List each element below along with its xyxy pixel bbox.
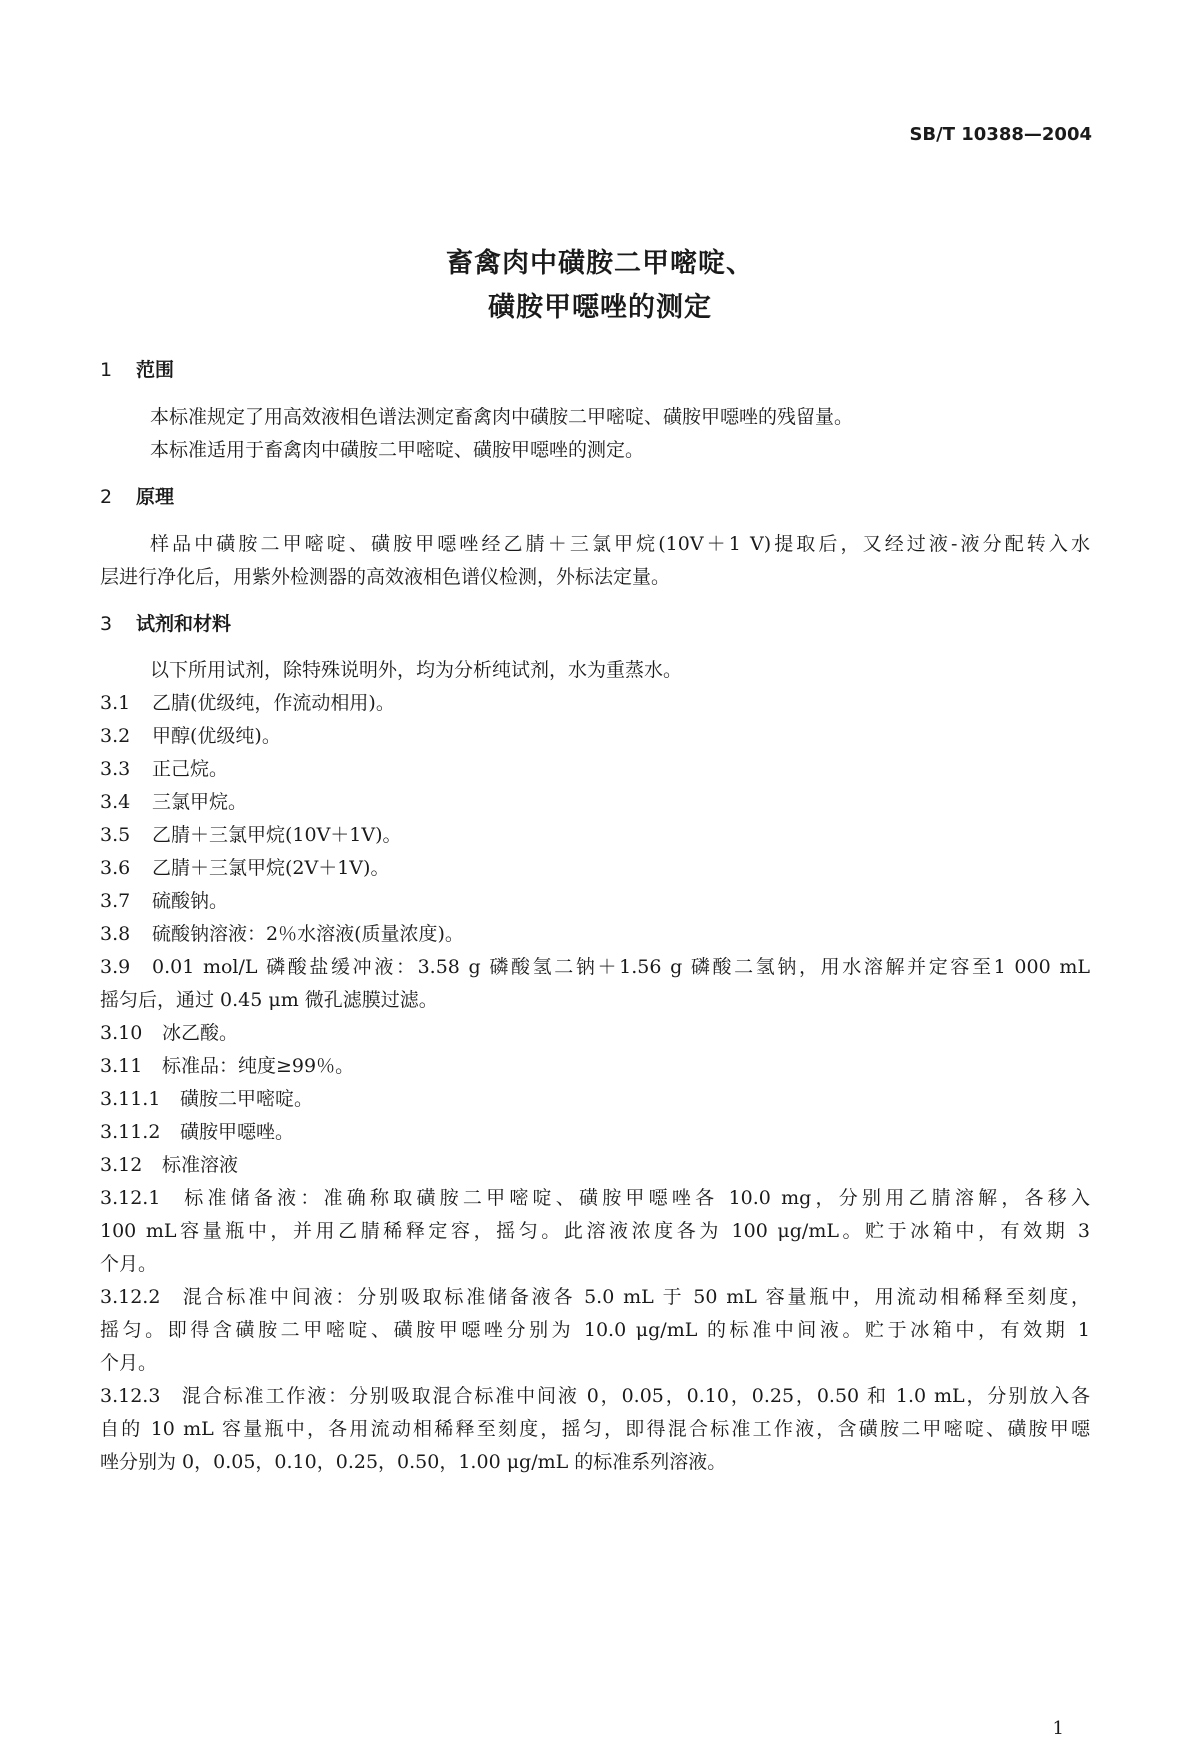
list-item-continuation: 个月。 [100, 1352, 158, 1374]
list-item: 3.1 乙腈(优级纯，作流动相用)。 [100, 692, 395, 714]
section-1-heading [100, 357, 1090, 383]
section-2-paragraph-line-2: 层进行净化后，用紫外检测器的高效液相色谱仪检测，外标法定量。 [100, 566, 671, 588]
section-3-heading [100, 611, 1090, 637]
list-item-continuation: 摇匀。即得含磺胺二甲嘧啶、磺胺甲噁唑分别为 10.0 μg/mL 的标准中间液。贮于冰箱中，有效期 1 [100, 1319, 1090, 1341]
section-3-intro: 以下所用试剂，除特殊说明外，均为分析纯试剂，水为重蒸水。 [150, 659, 683, 681]
section-2-heading [100, 484, 1090, 510]
list-item: 3.12.1 标准储备液：准确称取磺胺二甲嘧啶、磺胺甲噁唑各 10.0 mg，分别用乙腈溶解，各移入 [100, 1187, 1090, 1209]
list-item-continuation: 自的 10 mL 容量瓶中，各用流动相稀释至刻度，摇匀，即得混合标准工作液，含磺胺二甲嘧啶、磺胺甲噁 [100, 1418, 1090, 1440]
list-item: 3.12.2 混合标准中间液：分别吸取标准储备液各 5.0 mL 于 50 mL 容量瓶中，用流动相稀释至刻度， [100, 1286, 1090, 1308]
list-item: 3.4 三氯甲烷。 [100, 791, 248, 813]
section-title: 原理 [136, 486, 175, 508]
section-number: 2 [100, 486, 113, 508]
list-item: 3.12 标准溶液 [100, 1154, 239, 1176]
list-item: 3.12.3 混合标准工作液：分别吸取混合标准中间液 0，0.05，0.10，0.25，0.50 和 1.0 mL，分别放入各 [100, 1385, 1090, 1407]
document-title-line-2: 磺胺甲噁唑的测定 [488, 292, 712, 323]
list-item: 3.8 硫酸钠溶液：2％水溶液(质量浓度)。 [100, 923, 464, 945]
section-1-paragraph-1: 本标准规定了用高效液相色谱法测定畜禽肉中磺胺二甲嘧啶、磺胺甲噁唑的残留量。 [150, 406, 854, 428]
section-title: 范围 [136, 359, 175, 381]
list-item: 3.7 硫酸钠。 [100, 890, 229, 912]
page-number: 1 [1052, 1718, 1064, 1739]
list-item: 3.5 乙腈＋三氯甲烷(10V＋1V)。 [100, 824, 402, 846]
list-item: 3.2 甲醇(优级纯)。 [100, 725, 281, 747]
section-1-paragraph-2: 本标准适用于畜禽肉中磺胺二甲嘧啶、磺胺甲噁唑的测定。 [150, 439, 645, 461]
list-item: 3.6 乙腈＋三氯甲烷(2V＋1V)。 [100, 857, 390, 879]
list-item-continuation: 个月。 [100, 1253, 158, 1275]
section-number: 3 [100, 613, 113, 635]
list-item-continuation: 摇匀后，通过 0.45 μm 微孔滤膜过滤。 [100, 989, 438, 1011]
section-number: 1 [100, 359, 113, 381]
list-item-continuation: 100 mL容量瓶中，并用乙腈稀释定容，摇匀。此溶液浓度各为 100 μg/mL。贮于冰箱中，有效期 3 [100, 1220, 1090, 1242]
list-item: 3.10 冰乙酸。 [100, 1022, 239, 1044]
list-item: 3.11.1 磺胺二甲嘧啶。 [100, 1088, 314, 1110]
list-item-continuation: 唑分别为 0，0.05，0.10，0.25，0.50，1.00 μg/mL 的标准系列溶液。 [100, 1451, 727, 1473]
list-item: 3.3 正己烷。 [100, 758, 229, 780]
list-item: 3.11 标准品：纯度≥99％。 [100, 1055, 355, 1077]
list-item: 3.11.2 磺胺甲噁唑。 [100, 1121, 295, 1143]
list-item: 3.9 0.01 mol/L 磷酸盐缓冲液：3.58 g 磷酸氢二钠＋1.56 g 磷酸二氢钠，用水溶解并定容至1 000 mL [100, 956, 1090, 978]
document-title-line-1: 畜禽肉中磺胺二甲嘧啶、 [446, 248, 754, 279]
section-title: 试剂和材料 [136, 613, 232, 635]
standard-code: SB/T 10388—2004 [909, 124, 1092, 145]
section-2-paragraph-line-1: 样品中磺胺二甲嘧啶、磺胺甲噁唑经乙腈＋三氯甲烷(10V＋1 V)提取后，又经过液-液分配转入水 [150, 533, 1090, 555]
